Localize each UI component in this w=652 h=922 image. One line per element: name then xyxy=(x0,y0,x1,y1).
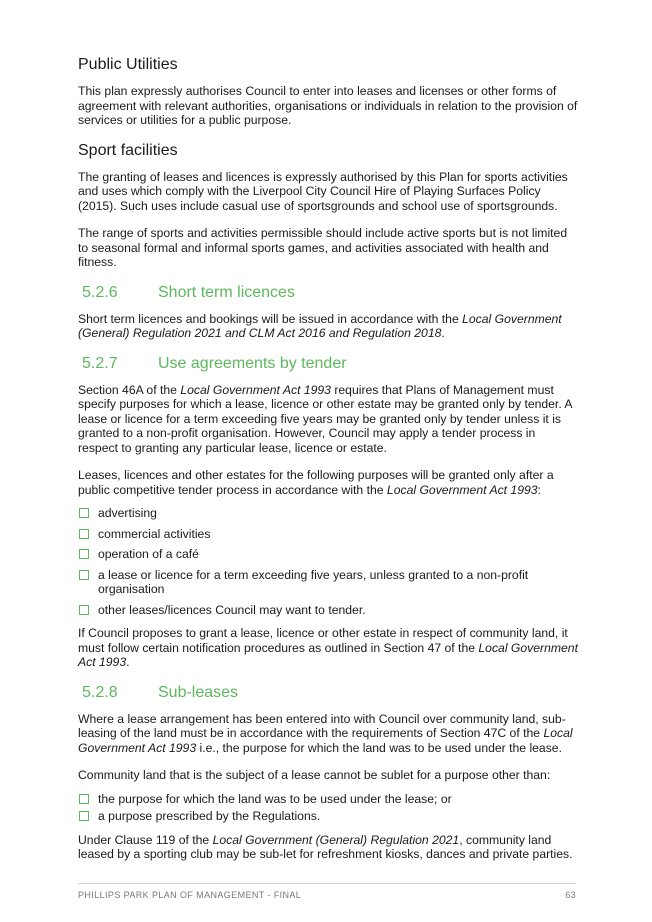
heading-public-utilities: Public Utilities xyxy=(78,56,178,73)
page-content xyxy=(78,55,578,875)
paragraph: Where a lease arrangement has been entered into with Council over community land, sub-leasing of the land must be in accordance with the requirements of Section 47C of the Local Government Act 1993 i.e., the purpose for which the land was to be used under the lease. xyxy=(78,711,573,755)
paragraph: The range of sports and activities permissible should include active sports but is not limited to seasonal formal and informal sports games, and activities associated with health and fitness. xyxy=(78,226,568,269)
heading-sport-facilities: Sport facilities xyxy=(78,141,178,159)
list-item: a lease or licence for a term exceeding five years, unless granted to a non-profit organisation xyxy=(78,568,578,597)
square-bullet-icon xyxy=(79,605,89,615)
square-bullet-icon xyxy=(79,508,89,518)
section-number: 5.2.7 xyxy=(82,354,118,372)
page-footer xyxy=(78,883,576,900)
list-item: the purpose for which the land was to be used under the lease; or xyxy=(78,792,578,807)
paragraph: Section 46A of the Local Government Act 1993 requires that Plans of Management must specify purposes for which a lease, licence or other estate may be granted only by tender. A lease or licence for a term exceeding five years may be granted only by tender unless it is granted to a non-profit organisation. However, Council may apply a tender process in respect to granting any particular lease, licence or estate. xyxy=(78,382,572,455)
list-item: operation of a café xyxy=(78,547,578,562)
square-bullet-icon xyxy=(79,811,89,821)
section-number: 5.2.6 xyxy=(82,283,118,301)
paragraph: Leases, licences and other estates for the following purposes will be granted only after a public competitive tender process in accordance with the Local Government Act 1993: xyxy=(78,468,554,497)
heading-5-2-8 xyxy=(78,683,578,702)
section-number: 5.2.8 xyxy=(82,683,118,701)
paragraph: This plan expressly authorises Council to enter into leases and licenses or other forms of agreement with relevant authorities, organisations or individuals in relation to the provision of services or utilities for a public purpose. xyxy=(78,84,578,127)
section-title: Use agreements by tender xyxy=(158,354,347,372)
square-bullet-icon xyxy=(79,549,89,559)
list-item: advertising xyxy=(78,506,578,521)
footer-title: PHILLIPS PARK PLAN OF MANAGEMENT - FINAL xyxy=(78,890,302,900)
page-number: 63 xyxy=(565,890,576,900)
paragraph: Under Clause 119 of the Local Government (General) Regulation 2021, community land leased by a sporting club may be sub-let for refreshment kiosks, dances and private parties. xyxy=(78,832,573,861)
list-item: other leases/licences Council may want to tender. xyxy=(78,603,578,618)
sublease-purposes-list xyxy=(78,792,578,824)
section-title: Sub-leases xyxy=(158,683,239,701)
list-item: commercial activities xyxy=(78,527,578,542)
square-bullet-icon xyxy=(79,570,89,580)
heading-5-2-7 xyxy=(78,354,578,373)
list-item: a purpose prescribed by the Regulations. xyxy=(78,809,578,824)
paragraph: If Council proposes to grant a lease, licence or other estate in respect of community land, it must follow certain notification procedures as outlined in Section 47 of the Local Government Act 1993. xyxy=(78,626,578,669)
paragraph: Community land that is the subject of a lease cannot be sublet for a purpose other than: xyxy=(78,768,551,782)
tender-purposes-list xyxy=(78,506,578,617)
section-title: Short term licences xyxy=(158,283,295,301)
square-bullet-icon xyxy=(79,529,89,539)
paragraph: The granting of leases and licences is expressly authorised by this Plan for sports activities and uses which comply with the Liverpool City Council Hire of Playing Surfaces Policy (2015). Such uses include casual use of sportsgrounds and school use of sportsgrounds. xyxy=(78,169,568,213)
heading-5-2-6 xyxy=(78,283,578,302)
square-bullet-icon xyxy=(79,794,89,804)
paragraph: Short term licences and bookings will be issued in accordance with the Local Government (General) Regulation 2021 and CLM Act 2016 and Regulation 2018. xyxy=(78,311,562,340)
